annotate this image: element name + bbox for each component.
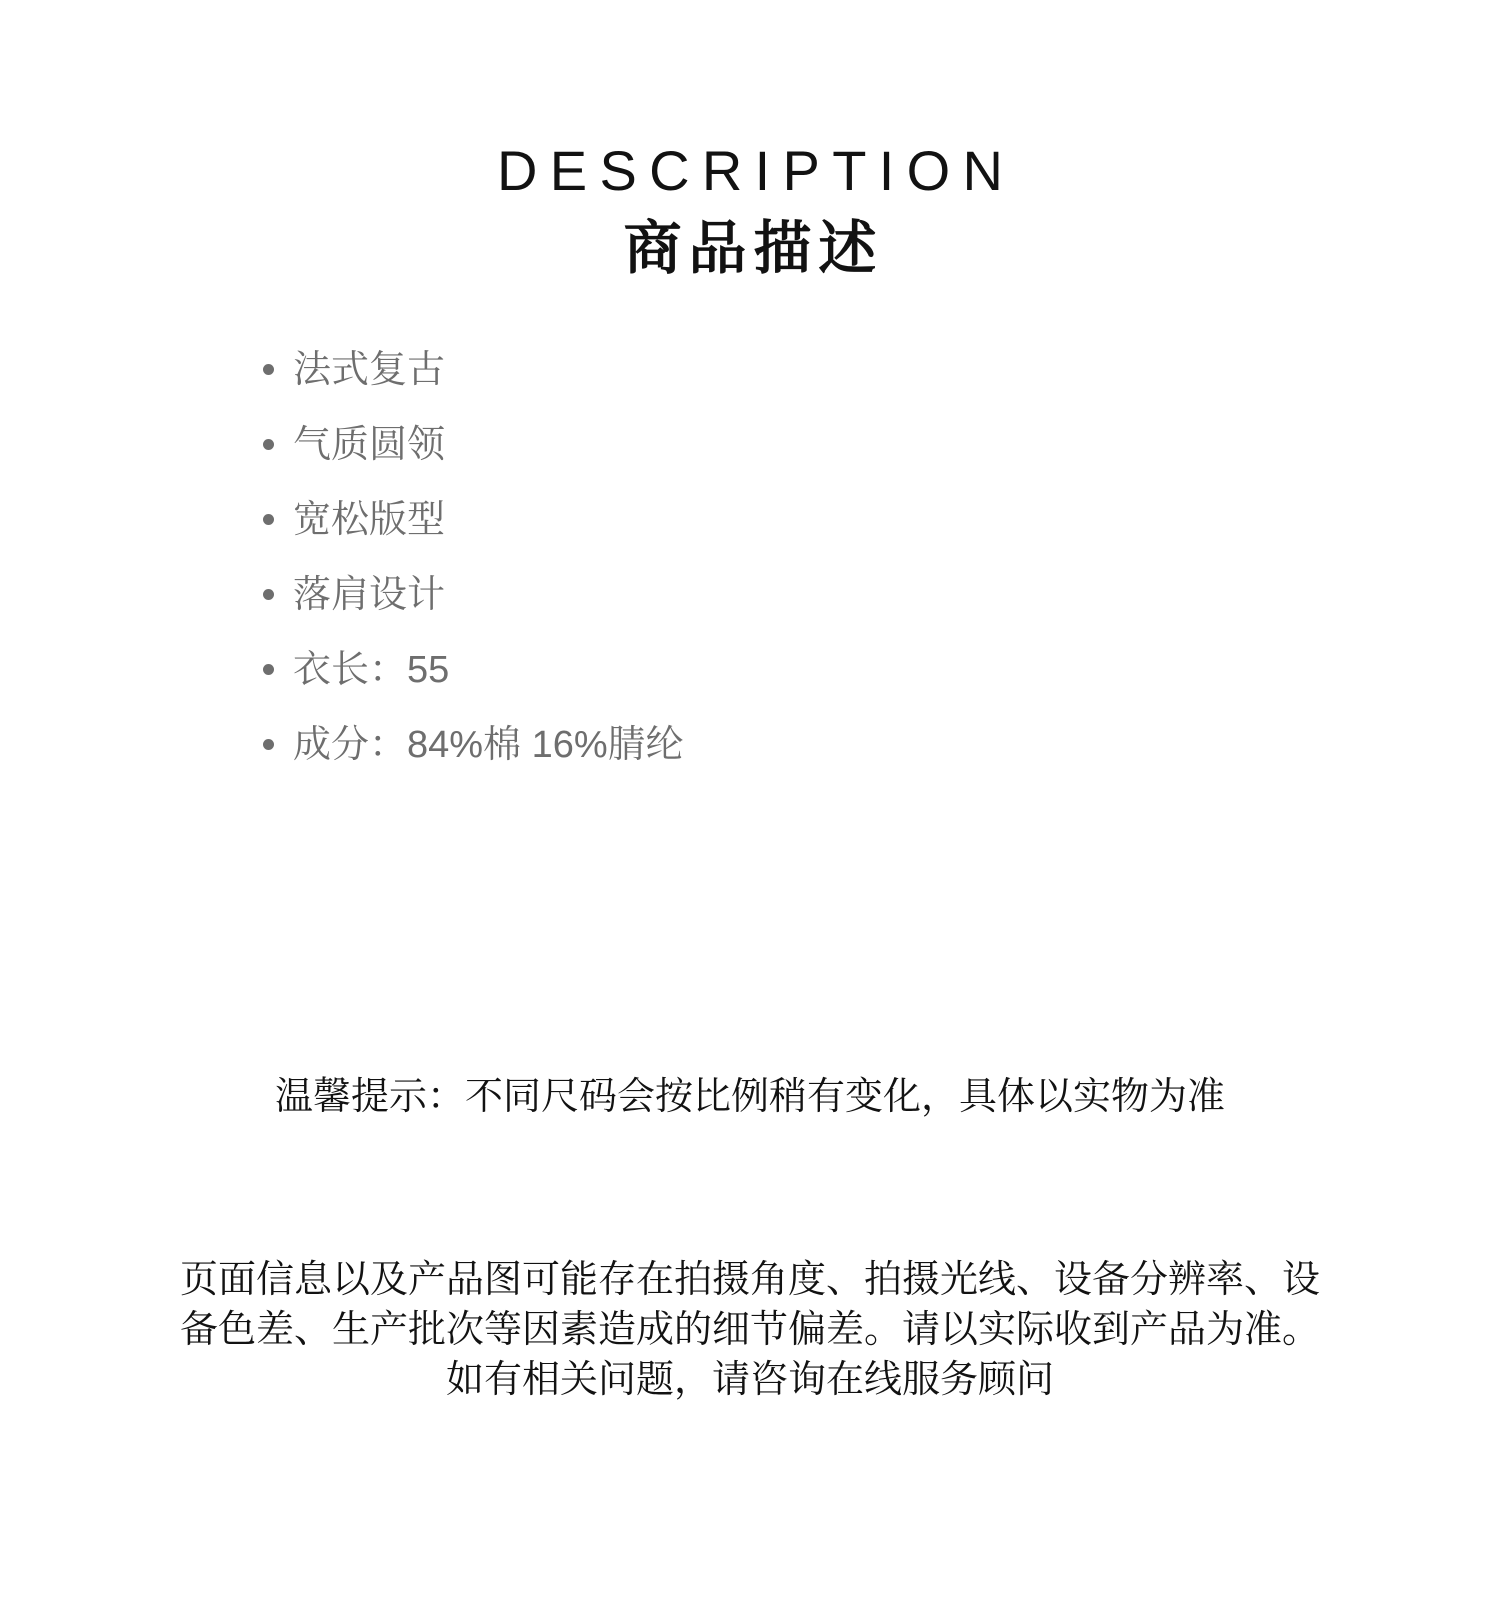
feature-item-length: 衣长：55 [263, 650, 684, 690]
feature-item-collar: 气质圆领 [263, 425, 684, 465]
feature-item-style: 法式复古 [263, 350, 684, 390]
feature-item-fit: 宽松版型 [263, 500, 684, 540]
description-header [0, 140, 1500, 282]
disclaimer-line: 备色差、生产批次等因素造成的细节偏差。请以实际收到产品为准。 [179, 1309, 1320, 1351]
disclaimer-line: 页面信息以及产品图可能存在拍摄角度、拍摄光线、设备分辨率、设 [179, 1259, 1320, 1301]
feature-item-composition: 成分：84%棉 16%腈纶 [263, 725, 684, 765]
disclaimer-line: 如有相关问题，请咨询在线服务顾问 [445, 1359, 1054, 1401]
disclaimer-paragraph [150, 1255, 1350, 1405]
page-title: DESCRIPTION [497, 139, 1016, 202]
size-reminder-note: 温馨提示：不同尺码会按比例稍有变化，具体以实物为准 [274, 1076, 1225, 1118]
feature-item-shoulder: 落肩设计 [263, 575, 684, 615]
feature-list [263, 350, 684, 800]
page-subtitle: 商品描述 [623, 216, 884, 281]
